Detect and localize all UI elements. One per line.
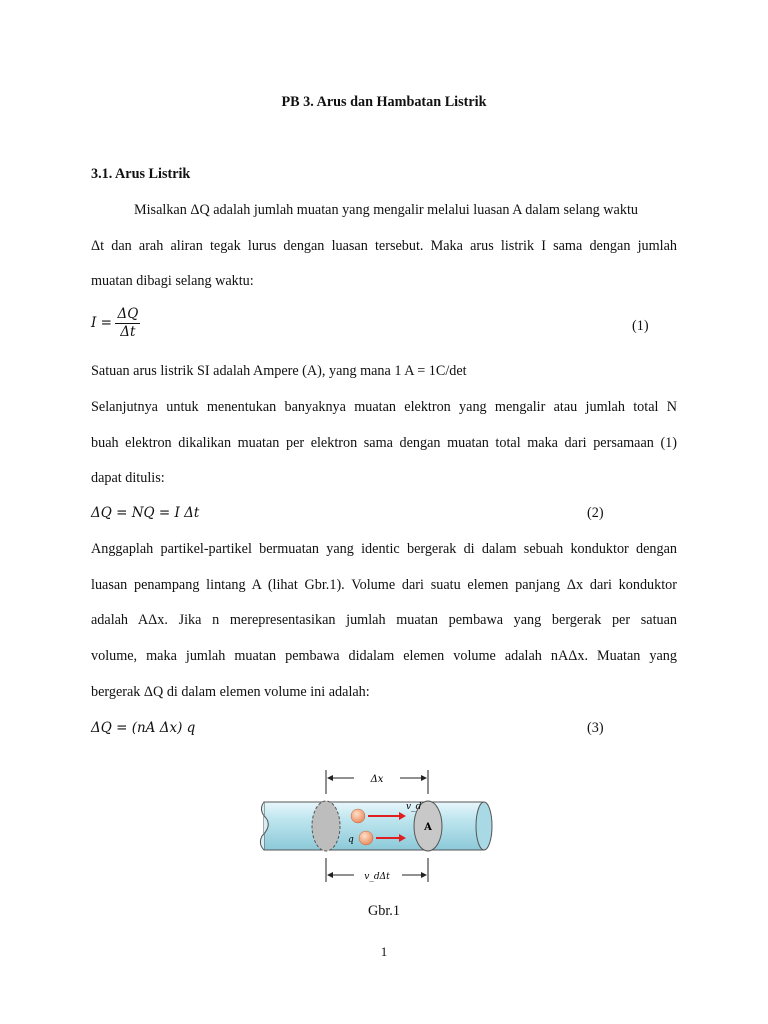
eq1-denominator: Δt <box>120 324 136 340</box>
drift-velocity-label: v_d <box>406 802 422 812</box>
bottom-dim-arrow-left <box>327 872 333 878</box>
top-dim-label: Δx <box>370 774 384 785</box>
figure-caption: Gbr.1 <box>368 903 400 919</box>
charge-carrier-2 <box>359 831 373 845</box>
eq2-number: (2) <box>587 505 604 521</box>
para3-line5: bergerak ΔQ di dalam elemen volume ini adalah: <box>91 684 370 700</box>
page-number: 1 <box>380 944 388 959</box>
para1-line1 <box>134 202 677 219</box>
eq1-number: (1) <box>632 318 649 334</box>
unit-line: Satuan arus listrik SI adalah Ampere (A), yang mana 1 A = 1C/det <box>91 363 467 379</box>
cross-section-left <box>312 801 340 851</box>
para1-line1-text: Misalkan ΔQ adalah jumlah muatan yang mengalir melalui luasan A dalam selang waktu <box>134 202 638 218</box>
equation-2: ΔQ = NQ = I Δt <box>91 505 200 521</box>
eq3-number: (3) <box>587 720 604 736</box>
charge-carrier-1 <box>351 809 365 823</box>
para3-line3: adalah AΔx. Jika n merepresentasikan jumlah muatan pembawa yang bergerak per satuan <box>91 612 677 628</box>
top-dim-arrow-left <box>327 775 333 781</box>
equation-1 <box>91 307 140 340</box>
eq1-lhs: I = <box>91 314 112 331</box>
bottom-dim-label: v_dΔt <box>364 872 390 882</box>
section-heading: 3.1. Arus Listrik <box>91 166 191 182</box>
para2-line3: dapat ditulis: <box>91 470 165 486</box>
eq1-fraction <box>115 307 140 340</box>
bottom-dim-arrow-right <box>421 872 427 878</box>
para1-line2: Δt dan arah aliran tegak lurus dengan luasan tersebut. Maka arus listrik I sama dengan jumlah <box>91 238 677 254</box>
equation-3: ΔQ = (nA Δx) q <box>91 720 196 736</box>
para1-line3: muatan dibagi selang waktu: <box>91 273 254 289</box>
area-label: A <box>424 822 432 833</box>
para2-line2: buah elektron dikalikan muatan per elektron sama dengan muatan total maka dari persamaan (1) <box>91 435 677 451</box>
para2-line1: Selanjutnya untuk menentukan banyaknya muatan elektron yang mengalir atau jumlah total N <box>91 399 677 415</box>
conductor-cylinder <box>264 802 490 850</box>
para3-line4: volume, maka jumlah muatan pembawa didalam elemen volume adalah nAΔx. Muatan yang <box>91 648 677 664</box>
para3-line2: luasan penampang lintang A (lihat Gbr.1). Volume dari suatu elemen panjang Δx dari konduktor <box>91 577 677 593</box>
top-dim-arrow-right <box>421 775 427 781</box>
para3-line1: Anggaplah partikel-partikel bermuatan yang identic bergerak di dalam sebuah konduktor dengan <box>91 541 677 557</box>
conductor-right-end <box>476 802 492 850</box>
charge-label: q <box>348 835 354 845</box>
page-title: PB 3. Arus dan Hambatan Listrik <box>281 94 487 110</box>
eq1-numerator: ΔQ <box>117 306 139 322</box>
conductor-figure <box>256 766 496 886</box>
